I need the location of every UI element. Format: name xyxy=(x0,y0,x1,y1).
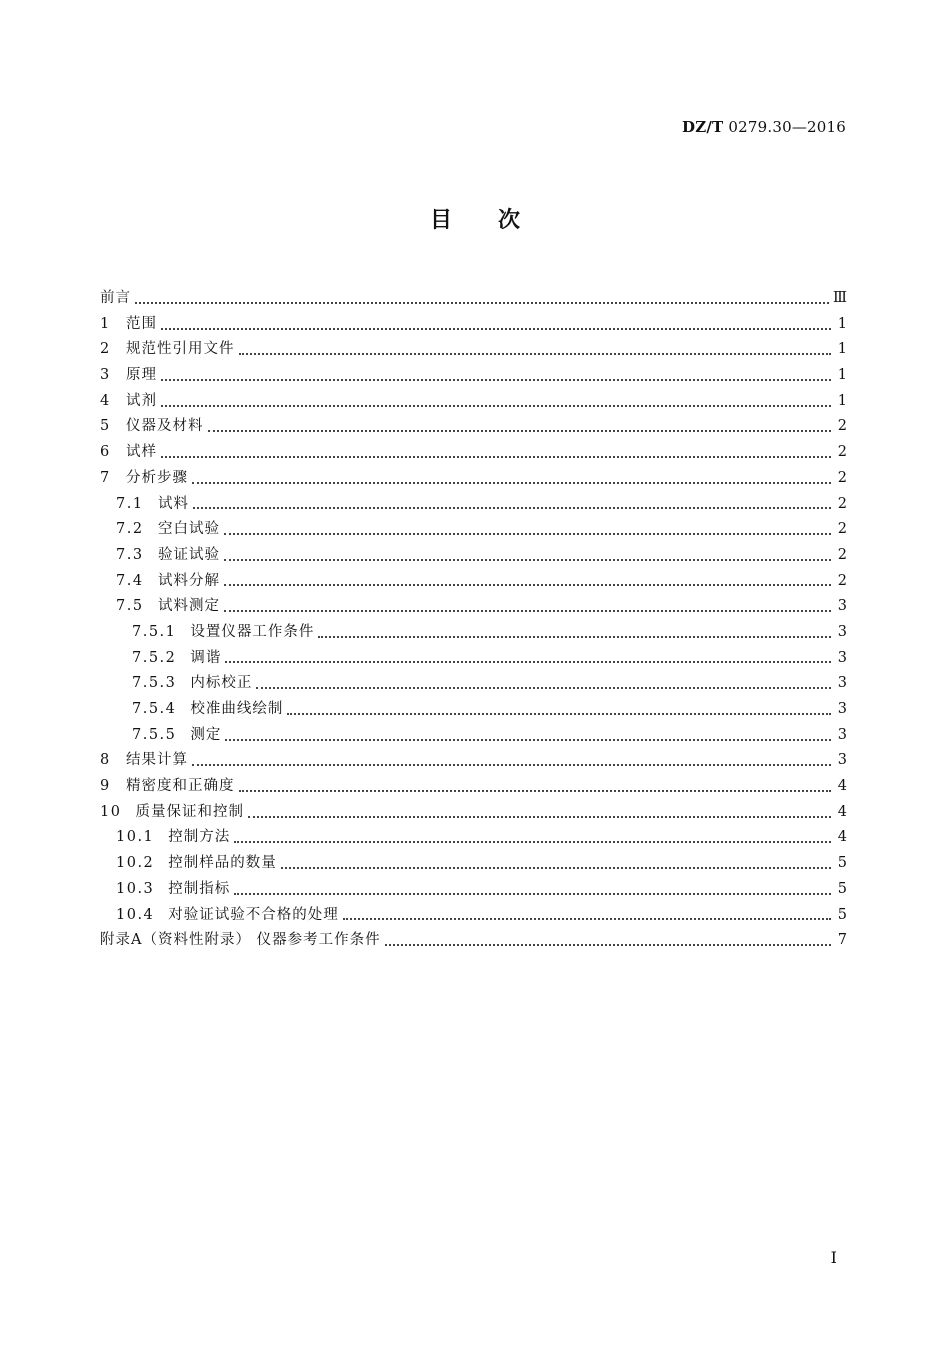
toc-entry-page: 2 xyxy=(837,469,847,486)
toc-entry-number: 4 xyxy=(100,392,111,409)
toc-entry[interactable] xyxy=(100,466,847,492)
toc-entry-title: 质量保证和控制 xyxy=(135,803,244,820)
toc-entry[interactable] xyxy=(100,928,847,954)
toc-entry-title: 控制样品的数量 xyxy=(168,855,277,872)
toc-entry-number: 7.3 xyxy=(116,546,144,563)
toc-dot-leader xyxy=(161,379,831,381)
toc-entry-title: 结果计算 xyxy=(126,752,188,769)
toc-entry[interactable] xyxy=(100,543,847,569)
toc-entry-page: 7 xyxy=(837,932,847,949)
toc-dot-leader xyxy=(385,944,831,946)
toc-entry[interactable] xyxy=(100,903,847,929)
toc-entry[interactable] xyxy=(100,440,847,466)
toc-dot-leader xyxy=(281,867,831,869)
toc-dot-leader xyxy=(135,302,829,304)
toc-entry-page: 1 xyxy=(837,341,847,358)
toc-dot-leader xyxy=(161,456,831,458)
toc-entry-page: 2 xyxy=(837,444,847,461)
toc-entry[interactable] xyxy=(100,517,847,543)
toc-dot-leader xyxy=(161,405,831,407)
toc-entry-page: 2 xyxy=(837,418,847,435)
toc-entry-page: 1 xyxy=(837,392,847,409)
toc-dot-leader xyxy=(234,841,831,843)
toc-entry-page: 4 xyxy=(837,829,847,846)
toc-entry-title: 规范性引用文件 xyxy=(126,341,235,358)
toc-entry-title: 验证试验 xyxy=(158,546,220,563)
toc-entry[interactable] xyxy=(100,569,847,595)
toc-dot-leader xyxy=(234,893,831,895)
toc-dot-leader xyxy=(224,584,831,586)
toc-entry-number: 7.5.3 xyxy=(132,675,177,692)
toc-entry-page: 1 xyxy=(837,315,847,332)
toc-entry-title: 校准曲线绘制 xyxy=(190,701,284,717)
toc-entry-title: 试样 xyxy=(126,444,157,461)
toc-entry-number: 10.2 xyxy=(116,855,155,872)
toc-entry-number: 10.1 xyxy=(116,829,155,846)
toc-entry-page: 3 xyxy=(837,726,847,743)
toc-dot-leader xyxy=(192,482,831,484)
toc-entry-page: 5 xyxy=(837,906,847,923)
toc-entry[interactable] xyxy=(100,646,847,672)
toc-dot-leader xyxy=(287,713,831,715)
toc-entry[interactable] xyxy=(100,620,847,646)
toc-dot-leader xyxy=(343,918,831,920)
page-number: I xyxy=(830,1248,837,1267)
toc-entry[interactable] xyxy=(100,800,847,826)
toc-entry[interactable] xyxy=(100,877,847,903)
toc-entry[interactable] xyxy=(100,697,847,723)
toc-entry[interactable] xyxy=(100,389,847,415)
toc-entry-number: 6 xyxy=(100,444,111,461)
toc-dot-leader xyxy=(225,739,831,741)
toc-entry-page: 1 xyxy=(837,367,847,384)
toc-entry[interactable] xyxy=(100,414,847,440)
toc-entry-page: 2 xyxy=(837,546,847,563)
toc-entry-number: 10.3 xyxy=(116,880,155,897)
toc-dot-leader xyxy=(224,559,831,561)
toc-entry[interactable] xyxy=(100,312,847,338)
toc-entry[interactable] xyxy=(100,594,847,620)
toc-entry-number: 3 xyxy=(100,367,111,384)
toc-entry-number: 7.1 xyxy=(116,495,144,512)
toc-dot-leader xyxy=(256,687,831,689)
toc-entry-number: 7.4 xyxy=(116,572,144,589)
table-of-contents xyxy=(100,286,847,954)
toc-dot-leader xyxy=(225,661,831,663)
toc-entry-number: 7.5.2 xyxy=(132,649,177,666)
toc-entry-title: 原理 xyxy=(126,367,157,384)
page-title: 目次 xyxy=(429,207,566,233)
toc-dot-leader xyxy=(239,790,832,792)
toc-entry-page: 3 xyxy=(837,623,847,640)
toc-entry-title: 精密度和正确度 xyxy=(126,778,235,795)
toc-entry-title: 设置仪器工作条件 xyxy=(190,623,315,640)
toc-entry-number: 8 xyxy=(100,752,111,769)
toc-entry[interactable] xyxy=(100,337,847,363)
toc-dot-leader xyxy=(193,507,831,509)
toc-dot-leader xyxy=(318,636,831,638)
toc-dot-leader xyxy=(224,533,831,535)
toc-entry-page: 3 xyxy=(837,675,847,692)
toc-entry-title: 试剂 xyxy=(126,392,157,409)
toc-entry-title: 试料 xyxy=(158,495,189,512)
toc-entry-number: 5 xyxy=(100,418,111,435)
toc-entry-title: 调谐 xyxy=(190,649,222,666)
toc-entry[interactable] xyxy=(100,492,847,518)
toc-dot-leader xyxy=(161,328,831,330)
toc-entry-page: 5 xyxy=(837,880,847,897)
toc-entry[interactable] xyxy=(100,851,847,877)
toc-entry-number: 7.5.4 xyxy=(132,701,177,717)
toc-entry-number: 7.5 xyxy=(116,598,144,615)
toc-entry-number: 9 xyxy=(100,778,111,795)
toc-entry[interactable] xyxy=(100,748,847,774)
toc-entry-title: 范围 xyxy=(126,315,157,332)
toc-entry-title: 控制指标 xyxy=(168,880,231,897)
toc-entry-page: 4 xyxy=(837,778,847,795)
toc-entry-number: 7.5.5 xyxy=(132,726,177,743)
toc-entry-page: 3 xyxy=(837,649,847,666)
toc-entry-title: 对验证试验不合格的处理 xyxy=(168,906,339,923)
toc-entry-number: 2 xyxy=(100,341,111,358)
toc-dot-leader xyxy=(208,430,832,432)
toc-entry-number: 1 xyxy=(100,315,111,332)
toc-dot-leader xyxy=(224,610,831,612)
toc-entry-page: 5 xyxy=(837,855,847,872)
standard-prefix: DZ/T xyxy=(682,118,724,136)
toc-entry-number: 10.4 xyxy=(116,906,155,923)
toc-entry[interactable] xyxy=(100,363,847,389)
toc-entry-title: 前言 xyxy=(100,290,131,306)
toc-entry-page: Ⅲ xyxy=(833,290,847,306)
toc-entry-page: 3 xyxy=(837,598,847,615)
toc-entry-title: 测定 xyxy=(190,726,222,743)
toc-entry-title: 控制方法 xyxy=(168,829,231,846)
toc-entry-number: 7.5.1 xyxy=(132,623,177,640)
toc-dot-leader xyxy=(192,764,831,766)
toc-entry[interactable] xyxy=(100,286,847,312)
toc-entry[interactable] xyxy=(100,723,847,749)
toc-entry[interactable] xyxy=(100,825,847,851)
toc-entry-page: 2 xyxy=(837,521,847,538)
standard-code xyxy=(682,118,846,136)
toc-entry-title: 分析步骤 xyxy=(126,469,188,486)
toc-entry-title: 内标校正 xyxy=(190,675,253,692)
toc-entry-title: 附录A（资料性附录） 仪器参考工作条件 xyxy=(100,932,381,949)
toc-dot-leader xyxy=(248,816,831,818)
toc-entry-page: 3 xyxy=(837,752,847,769)
toc-entry-number: 7.2 xyxy=(116,521,144,538)
toc-entry-page: 3 xyxy=(837,701,847,717)
toc-entry-title: 试料分解 xyxy=(158,572,220,589)
toc-entry[interactable] xyxy=(100,774,847,800)
toc-entry-number: 10 xyxy=(100,803,122,820)
toc-entry-page: 4 xyxy=(837,803,847,820)
toc-entry-number: 7 xyxy=(100,469,111,486)
toc-entry-page: 2 xyxy=(837,572,847,589)
toc-entry-title: 仪器及材料 xyxy=(126,418,204,435)
toc-entry-title: 空白试验 xyxy=(158,521,220,538)
standard-number: 0279.30—2016 xyxy=(728,118,846,136)
toc-entry[interactable] xyxy=(100,671,847,697)
toc-entry-title: 试料测定 xyxy=(158,598,220,615)
toc-dot-leader xyxy=(239,353,832,355)
toc-entry-page: 2 xyxy=(837,495,847,512)
